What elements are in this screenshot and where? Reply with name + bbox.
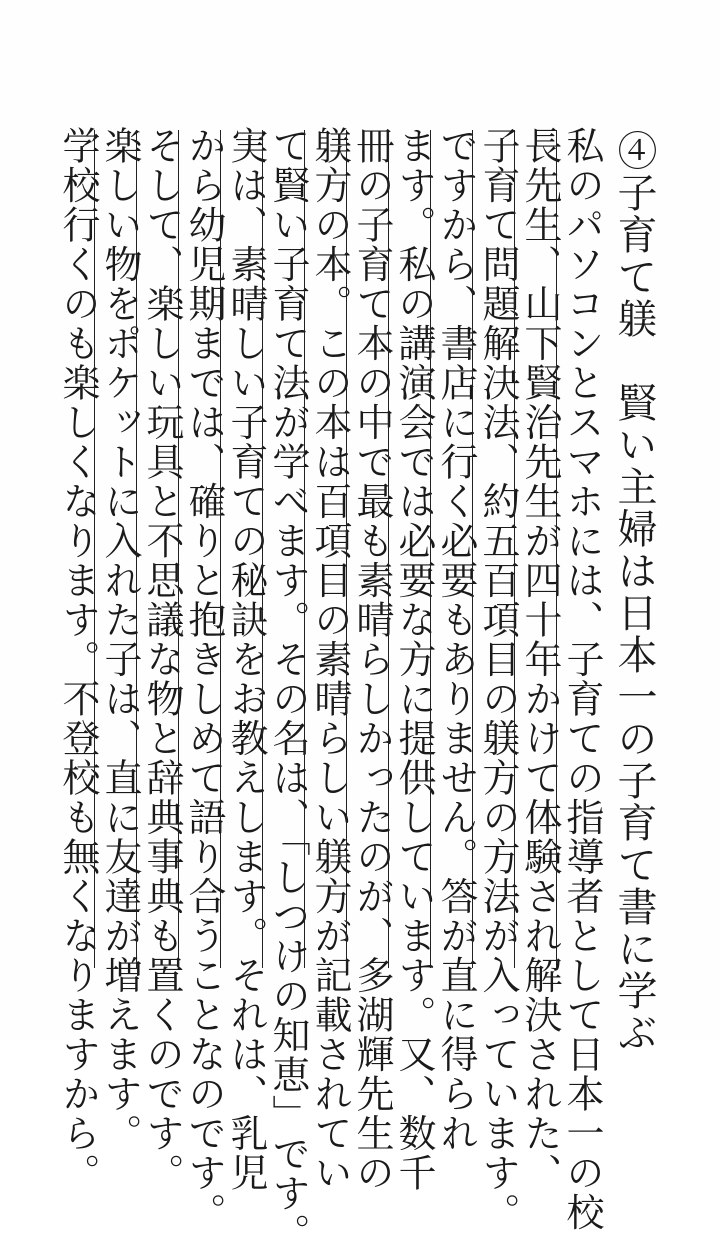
column-rule (472, 130, 473, 968)
column-rule (556, 130, 557, 968)
text-line-4: ですから、書店に行く必要もありません。答が直に得られ (434, 126, 478, 1153)
document-title: ④子育て躾 賢い主婦は日本一の子育て書に学ぶ (611, 130, 657, 1054)
text-line-6: 冊の子育て本の中で最も素晴らしかったのが、多湖輝先生の (350, 126, 394, 1193)
column-rule (178, 130, 179, 968)
text-line-1: 私のパソコンとスマホには、子育ての指導者として日本一の校 (560, 126, 604, 1232)
text-line-8: て賢い子育て法が学べます。その名は、「しつけの知恵」です。 (266, 126, 310, 1253)
column-rule (430, 130, 431, 968)
text-line-2: 長先生、山下賢治先生が四十年かけて体験され解決された、 (518, 126, 562, 1193)
column-rule (94, 130, 95, 968)
text-line-3: 子育て問題解決法、約五百項目の躾方の方法が入っています。 (476, 126, 520, 1232)
text-line-10: から幼児期までは、確りと抱きしめて語り合うことなのです。 (182, 126, 226, 1232)
text-line-11: そして、楽しい玩具と不思議な物と辞典事典も置くのです。 (140, 126, 184, 1193)
text-line-13: 学校行くのも楽しくなります。不登校も無くなりますから。 (56, 126, 100, 1193)
column-rule (346, 130, 347, 968)
text-line-5: ます。私の講演会では必要な方に提供しています。又、数千 (392, 126, 436, 1193)
column-rule (388, 130, 389, 968)
text-line-7: 躾方の本。この本は百項目の素晴らしい躾方が記載されてい (308, 126, 352, 1193)
column-rule (514, 130, 515, 968)
column-rule (220, 130, 221, 968)
column-rule (304, 130, 305, 968)
column-rule (136, 130, 137, 968)
column-rule (262, 130, 263, 968)
text-line-12: 楽しい物をポケットに入れた子は、直に友達が増えます。 (98, 126, 142, 1153)
text-line-9: 実は、素晴しい子育ての秘訣をお教えします。それは、乳児 (224, 126, 268, 1193)
